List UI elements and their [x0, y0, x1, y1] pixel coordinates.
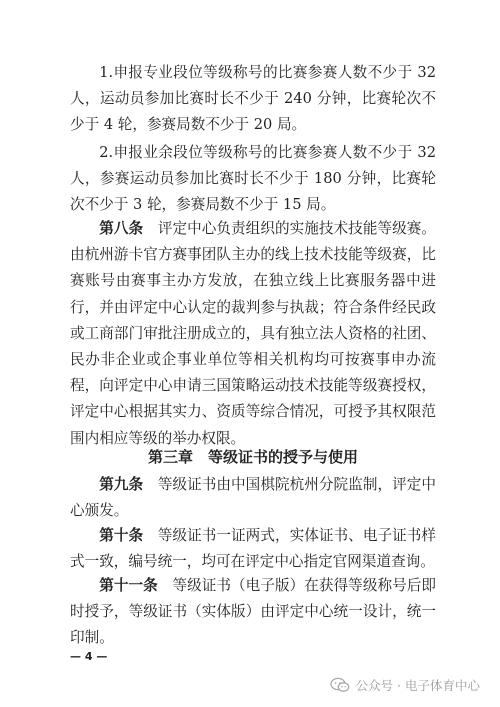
chapter-title: 第三章 等级证书的授予与使用: [147, 448, 358, 466]
article-9: [70, 472, 436, 524]
article-text: 等级证书（电子版）在获得等级称号后即时授予，等级证书（实体版）由评定中心统一设计，统一印制。: [70, 577, 436, 647]
article-8: [70, 216, 436, 452]
wechat-watermark: [330, 676, 480, 694]
paragraph-item-1: [70, 60, 436, 139]
article-heading: 第八条: [99, 220, 144, 237]
article-10: [70, 523, 436, 575]
article-text: 评定中心负责组织的实施技术技能等级赛。由杭州游卡官方赛事团队主办的线上技术技能等级赛，比赛账号由赛事主办方发放，在独立线上比赛服务器中进行，并由评定中心认定的裁判参与执裁；符合条件经民政或工商部门审批注册成立的，具有独立法人资格的社团、民办非企业或企事业单位等相关机构均可按赛事申办流程，向评定中心申请三国策略运动技术技能等级赛授权，评定中心根据其实力、资质等综合情况，可授予其权限范围内相应等级的举办权限。: [70, 220, 436, 447]
article-text: 等级证书一证两式，实体证书、电子证书样式一致，编号统一，均可在评定中心指定官网渠道查询。: [70, 527, 436, 571]
paragraph-item-2: [70, 140, 436, 219]
article-heading: 第九条: [99, 476, 144, 493]
watermark-text: 公众号 · 电子体育中心: [355, 678, 480, 693]
wechat-icon: [330, 677, 350, 693]
article-heading: 第十一条: [99, 577, 158, 594]
page-number: — 4 —: [70, 650, 108, 663]
article-11: [70, 573, 436, 652]
article-text: 等级证书由中国棋院杭州分院监制，评定中心颁发。: [70, 476, 436, 520]
article-heading: 第十条: [99, 527, 144, 544]
paragraph-text: 1.申报专业段位等级称号的比赛参赛人数不少于 32 人，运动员参加比赛时长不少于 240 分钟，比赛轮次不少于 4 轮，参赛局数不少于 20 局。: [70, 64, 436, 134]
paragraph-text: 2.申报业余段位等级称号的比赛参赛人数不少于 32 人，参赛运动员参加比赛时长不少于 180 分钟，比赛轮次不少于 3 轮，参赛局数不少于 15 局。: [70, 144, 436, 214]
